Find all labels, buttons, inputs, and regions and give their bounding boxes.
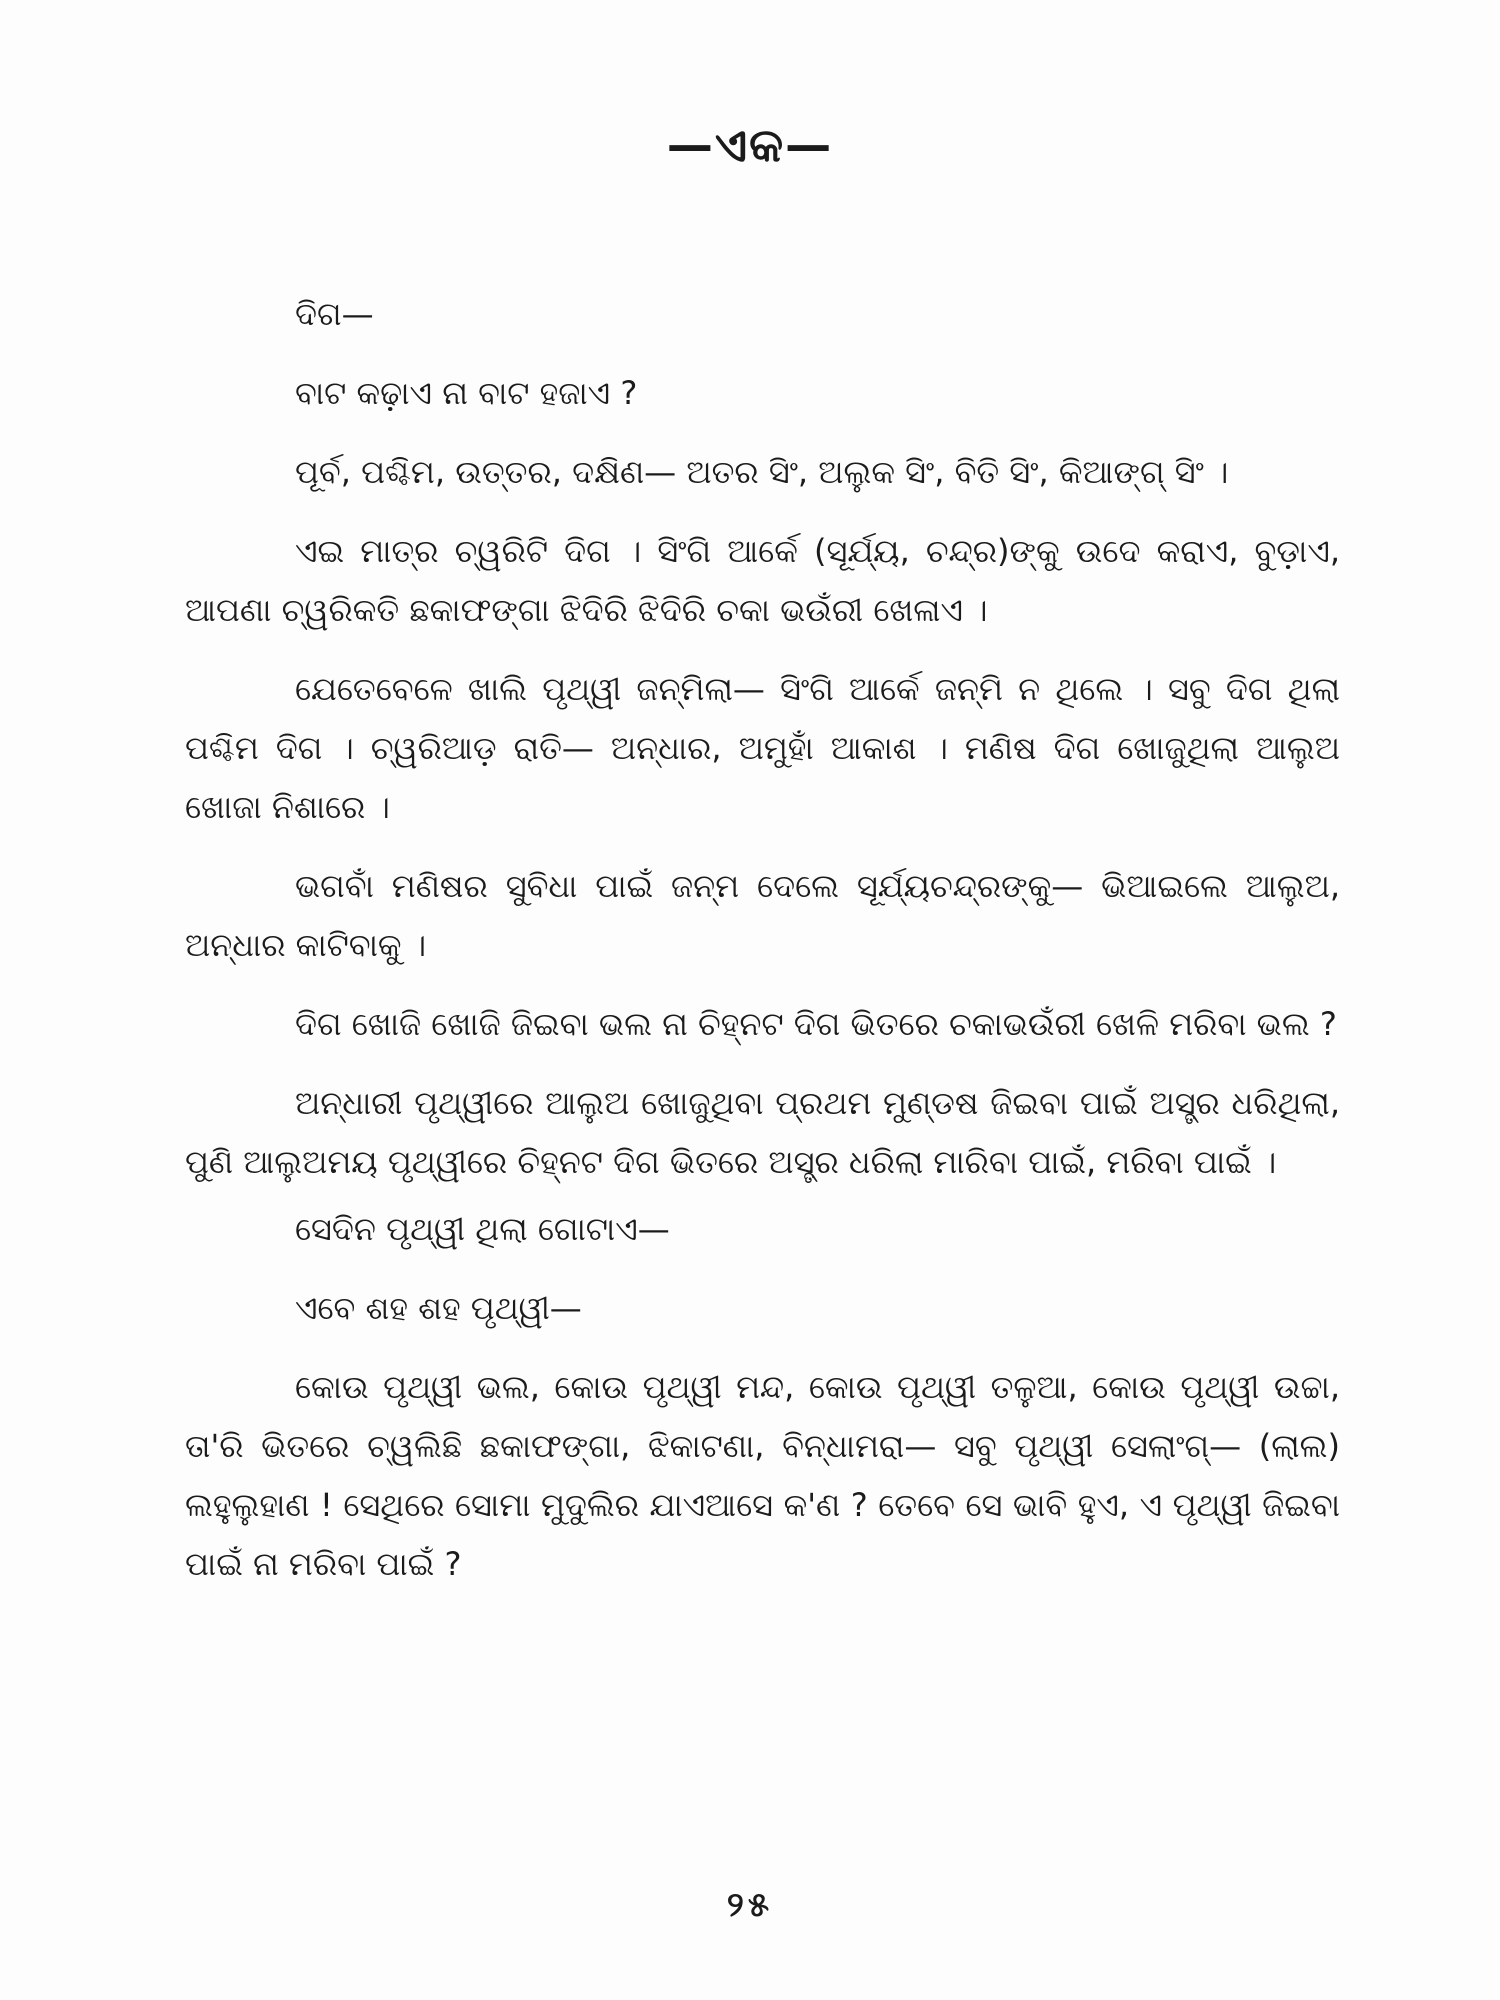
paragraph: ଅନ୍ଧାରୀ ପୃଥ୍ୱୀରେ ଆଲୁଅ ଖୋଜୁଥିବା ପ୍ରଥମ ମୁଣ୍ଡଷ ଜିଇବା ପାଇଁ ଅସ୍ତ୍ର ଧରିଥିଲା, ପୁଣି ଆଲୁଅମୟ ପୃଥ୍ୱୀରେ ଚିହ୍ନଟ ଦିଗ ଭିତରେ ଅସ୍ତ୍ର ଧରିଲା ମାରିବା ପାଇଁ, ମରିବା ପାଇଁ । (185, 1084, 1340, 1181)
paragraph: ଏଇ ମାତ୍ର ଚ୍ୱରିଟି ଦିଗ । ସିଂଗି ଆର୍କେ (ସୂର୍ଯ୍ୟ, ଚନ୍ଦ୍ର)ଙ୍କୁ ଉଦେ କରାଏ, ବୁଡ଼ାଏ, ଆପଣା ଚ୍ୱରିକତି ଛକାଫଙ୍ଗା ଝିଦିରି ଝିଦିରି ଚକା ଭଉଁରୀ ଖେଳାଏ । (185, 532, 1340, 629)
paragraph: ଭଗବାଁ ମଣିଷର ସୁବିଧା ପାଇଁ ଜନ୍ମ ଦେଲେ ସୂର୍ଯ୍ୟଚନ୍ଦ୍ରଙ୍କୁ— ଭିଆଇଲେ ଆଲୁଅ, ଅନ୍ଧାର କାଟିବାକୁ । (185, 867, 1340, 964)
chapter-heading: —ଏକ— (666, 118, 834, 172)
page-number: ୨୫ (726, 1885, 774, 1925)
paragraph: ଏବେ ଶହ ଶହ ପୃଥ୍ୱୀ— (295, 1289, 582, 1327)
paragraph: ପୂର୍ବ, ପଶ୍ଚିମ, ଉତ୍ତର, ଦକ୍ଷିଣ— ଅତର ସିଂ, ଅଲୁକ ସିଂ, ବିତି ସିଂ, କିଆଙ୍ଗ୍ ସିଂ । (295, 453, 1229, 491)
paragraph: ଦିଗ— (295, 295, 374, 333)
paragraph: ସେଦିନ ପୃଥ୍ୱୀ ଥିଲା ଗୋଟାଏ— (295, 1210, 670, 1248)
paragraph: କୋଉ ପୃଥ୍ୱୀ ଭଲ, କୋଉ ପୃଥ୍ୱୀ ମନ୍ଦ, କୋଉ ପୃଥ୍ୱୀ ତଳୁଆ, କୋଉ ପୃଥ୍ୱୀ ଉଚ୍ଚା, ତା'ରି ଭିତରେ ଚ୍ୱଲିଛି ଛକାଫଙ୍ଗା, ଝିକାଟଣା, ବିନ୍ଧାମରା— ସବୁ ପୃଥ୍ୱୀ ସେଲାଂଗ୍— (ଲାଲ) ଲହୁଲୁହାଣ ! ସେଥିରେ ସୋମା ମୁଦୁଲିର ଯାଏଆସେ କ'ଣ ? ତେବେ ସେ ଭାବି ହୁଏ, ଏ ପୃଥ୍ୱୀ ଜିଇବା ପାଇଁ ନା ମରିବା ପାଇଁ ? (185, 1368, 1340, 1583)
body-text (185, 285, 1340, 1614)
paragraph: ଯେତେବେଳେ ଖାଲି ପୃଥ୍ୱୀ ଜନ୍ମିଲା— ସିଂଗି ଆର୍କେ ଜନ୍ମି ନ ଥିଲେ । ସବୁ ଦିଗ ଥିଲା ପଶ୍ଚିମ ଦିଗ । ଚ୍ୱରିଆଡ଼ ରାତି— ଅନ୍ଧାର, ଅମୁହାଁ ଆକାଶ । ମଣିଷ ଦିଗ ଖୋଜୁଥିଲା ଆଲୁଅ ଖୋଜା ନିଶାରେ । (185, 670, 1340, 826)
paragraph: ବାଟ କଢ଼ାଏ ନା ବାଟ ହଜାଏ ? (295, 374, 638, 412)
paragraph: ଦିଗ ଖୋଜି ଖୋଜି ଜିଇବା ଭଲ ନା ଚିହ୍ନଟ ଦିଗ ଭିତରେ ଚକାଭଉଁରୀ ଖେଳି ମରିବା ଭଲ ? (295, 1005, 1337, 1043)
